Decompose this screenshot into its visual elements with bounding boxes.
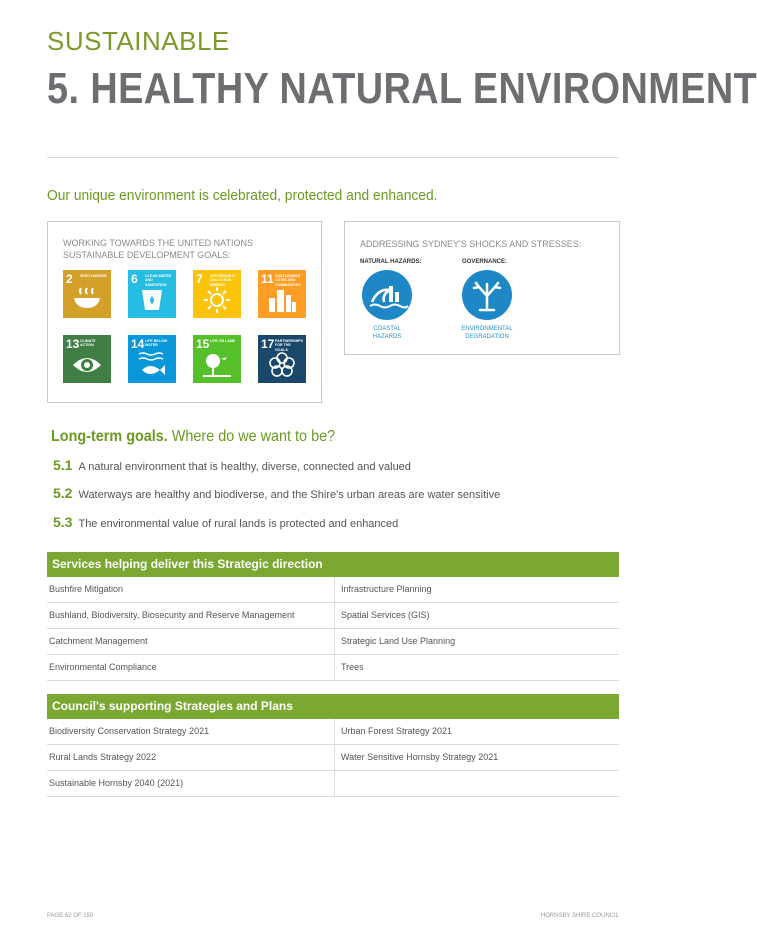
table-row [47,603,619,629]
sdg-tile-15 [193,335,241,383]
sdg-tile-6 [128,270,176,318]
sdg-number: 2 [66,272,73,286]
sdg-number: 15 [196,337,210,351]
tree-icon [201,351,233,379]
sdg-label: ZERO HUNGER [80,274,107,278]
governance-heading: GOVERNANCE: [462,259,508,265]
table-cell: Bushfire Mitigation [47,577,335,602]
sdg-tile-17 [258,335,306,383]
table-cell: Rural Lands Strategy 2022 [47,745,335,770]
sdg-tile-14 [128,335,176,383]
sdg-label: SUSTAINABLE CITIES AND COMMUNITIES [275,274,301,287]
natural-hazards-column [360,259,430,340]
bowl-icon [71,286,103,314]
goal-item [53,457,411,473]
long-term-goals-title-bold: Long-term goals. [51,428,168,445]
table-cell: Environmental Compliance [47,655,335,680]
goal-number: 5.1 [53,457,73,473]
sdg-number: 7 [196,272,203,286]
environmental-degradation-label [455,325,519,341]
sdg-tile-7 [193,270,241,318]
table-row [47,771,619,797]
table-cell: Strategic Land Use Planning [341,636,456,646]
table-cell: Trees [341,662,364,672]
environmental-degradation-label-line2: DEGRADATION [465,334,509,340]
page-number: PAGE 62 OF 150 [47,913,94,919]
table-cell: Urban Forest Strategy 2021 [341,726,453,736]
sdg-label: AFFORDABLE AND CLEAN ENERGY [210,274,235,287]
goal-item [53,485,500,501]
sdg-label: LIFE ON LAND [210,339,236,343]
section-kicker: SUSTAINABLE [47,26,230,56]
page-title: 5. HEALTHY NATURAL ENVIRONMENT [47,64,757,113]
table-cell: Infrastructure Planning [341,584,432,594]
sdg-label: CLEAN WATER AND SANITATION [145,274,172,287]
sdg-panel [47,221,322,403]
table-cell: Catchment Management [47,629,335,654]
sdg-number: 17 [261,337,275,351]
water-icon [136,286,168,314]
goal-number: 5.3 [53,514,73,530]
sdg-label: CLIMATE ACTION [80,339,96,348]
services-table-heading: Services helping deliver this Strategic direction [47,552,619,577]
sdg-number: 14 [131,337,145,351]
table-row [47,719,619,745]
sdg-number: 13 [66,337,80,351]
title-divider [47,157,619,158]
goal-text: A natural environment that is healthy, diverse, connected and valued [78,461,411,473]
governance-column [461,259,532,340]
coastal-hazards-label [359,325,415,341]
goal-text: The environmental value of rural lands is protected and enhanced [78,518,399,530]
coastal-hazards-icon [362,270,412,320]
strategies-table [47,694,619,797]
table-cell: Spatial Services (GIS) [341,610,430,620]
city-icon [266,286,298,314]
goal-number: 5.2 [53,485,73,501]
environmental-degradation-icon [462,270,512,320]
sdg-panel-heading [63,237,253,261]
sdg-label: LIFE BELOW WATER [145,339,168,348]
table-row [47,577,619,603]
footer-organisation: HORNSBY SHIRE COUNCIL [540,913,619,919]
services-table [47,552,619,681]
table-row [47,655,619,681]
table-row [47,629,619,655]
shocks-panel [344,221,620,355]
sdg-number: 6 [131,272,138,286]
sun-icon [201,286,233,314]
long-term-goals-title-rest: Where do we want to be? [167,428,336,445]
table-cell: Bushland, Biodiversity, Biosecurity and Reserve Management [47,603,335,628]
natural-hazards-heading: NATURAL HAZARDS: [360,259,422,265]
eye-globe-icon [71,351,103,379]
sdg-tile-13 [63,335,111,383]
table-cell: Sustainable Hornsby 2040 (2021) [47,771,335,796]
goal-item [53,514,398,530]
sdg-tile-2 [63,270,111,318]
goal-text: Waterways are healthy and biodiverse, and the Shire's urban areas are water sensitive [78,489,501,501]
table-cell [335,771,619,796]
sdg-label: PARTNERSHIPS FOR THE GOALS [275,339,303,352]
sdg-tile-11 [258,270,306,318]
flower-icon [266,351,298,379]
section-subtitle: Our unique environment is celebrated, protected and enhanced. [47,187,438,204]
shocks-panel-heading: ADDRESSING SYDNEY'S SHOCKS AND STRESSES: [360,239,582,249]
sdg-heading-line1: WORKING TOWARDS THE UNITED NATIONS [63,238,254,248]
table-row [47,745,619,771]
coastal-hazards-label-line1: COASTAL HAZARDS [372,326,402,340]
sdg-number: 11 [261,272,274,286]
strategies-table-heading: Council's supporting Strategies and Plans [47,694,619,719]
fish-icon [136,351,168,379]
long-term-goals-heading [51,428,335,446]
table-cell: Biodiversity Conservation Strategy 2021 [47,719,335,744]
sdg-heading-line2: SUSTAINABLE DEVELOPMENT GOALS: [63,250,231,260]
environmental-degradation-label-line1: ENVIRONMENTAL [461,326,513,332]
table-cell: Water Sensitive Hornsby Strategy 2021 [341,752,499,762]
